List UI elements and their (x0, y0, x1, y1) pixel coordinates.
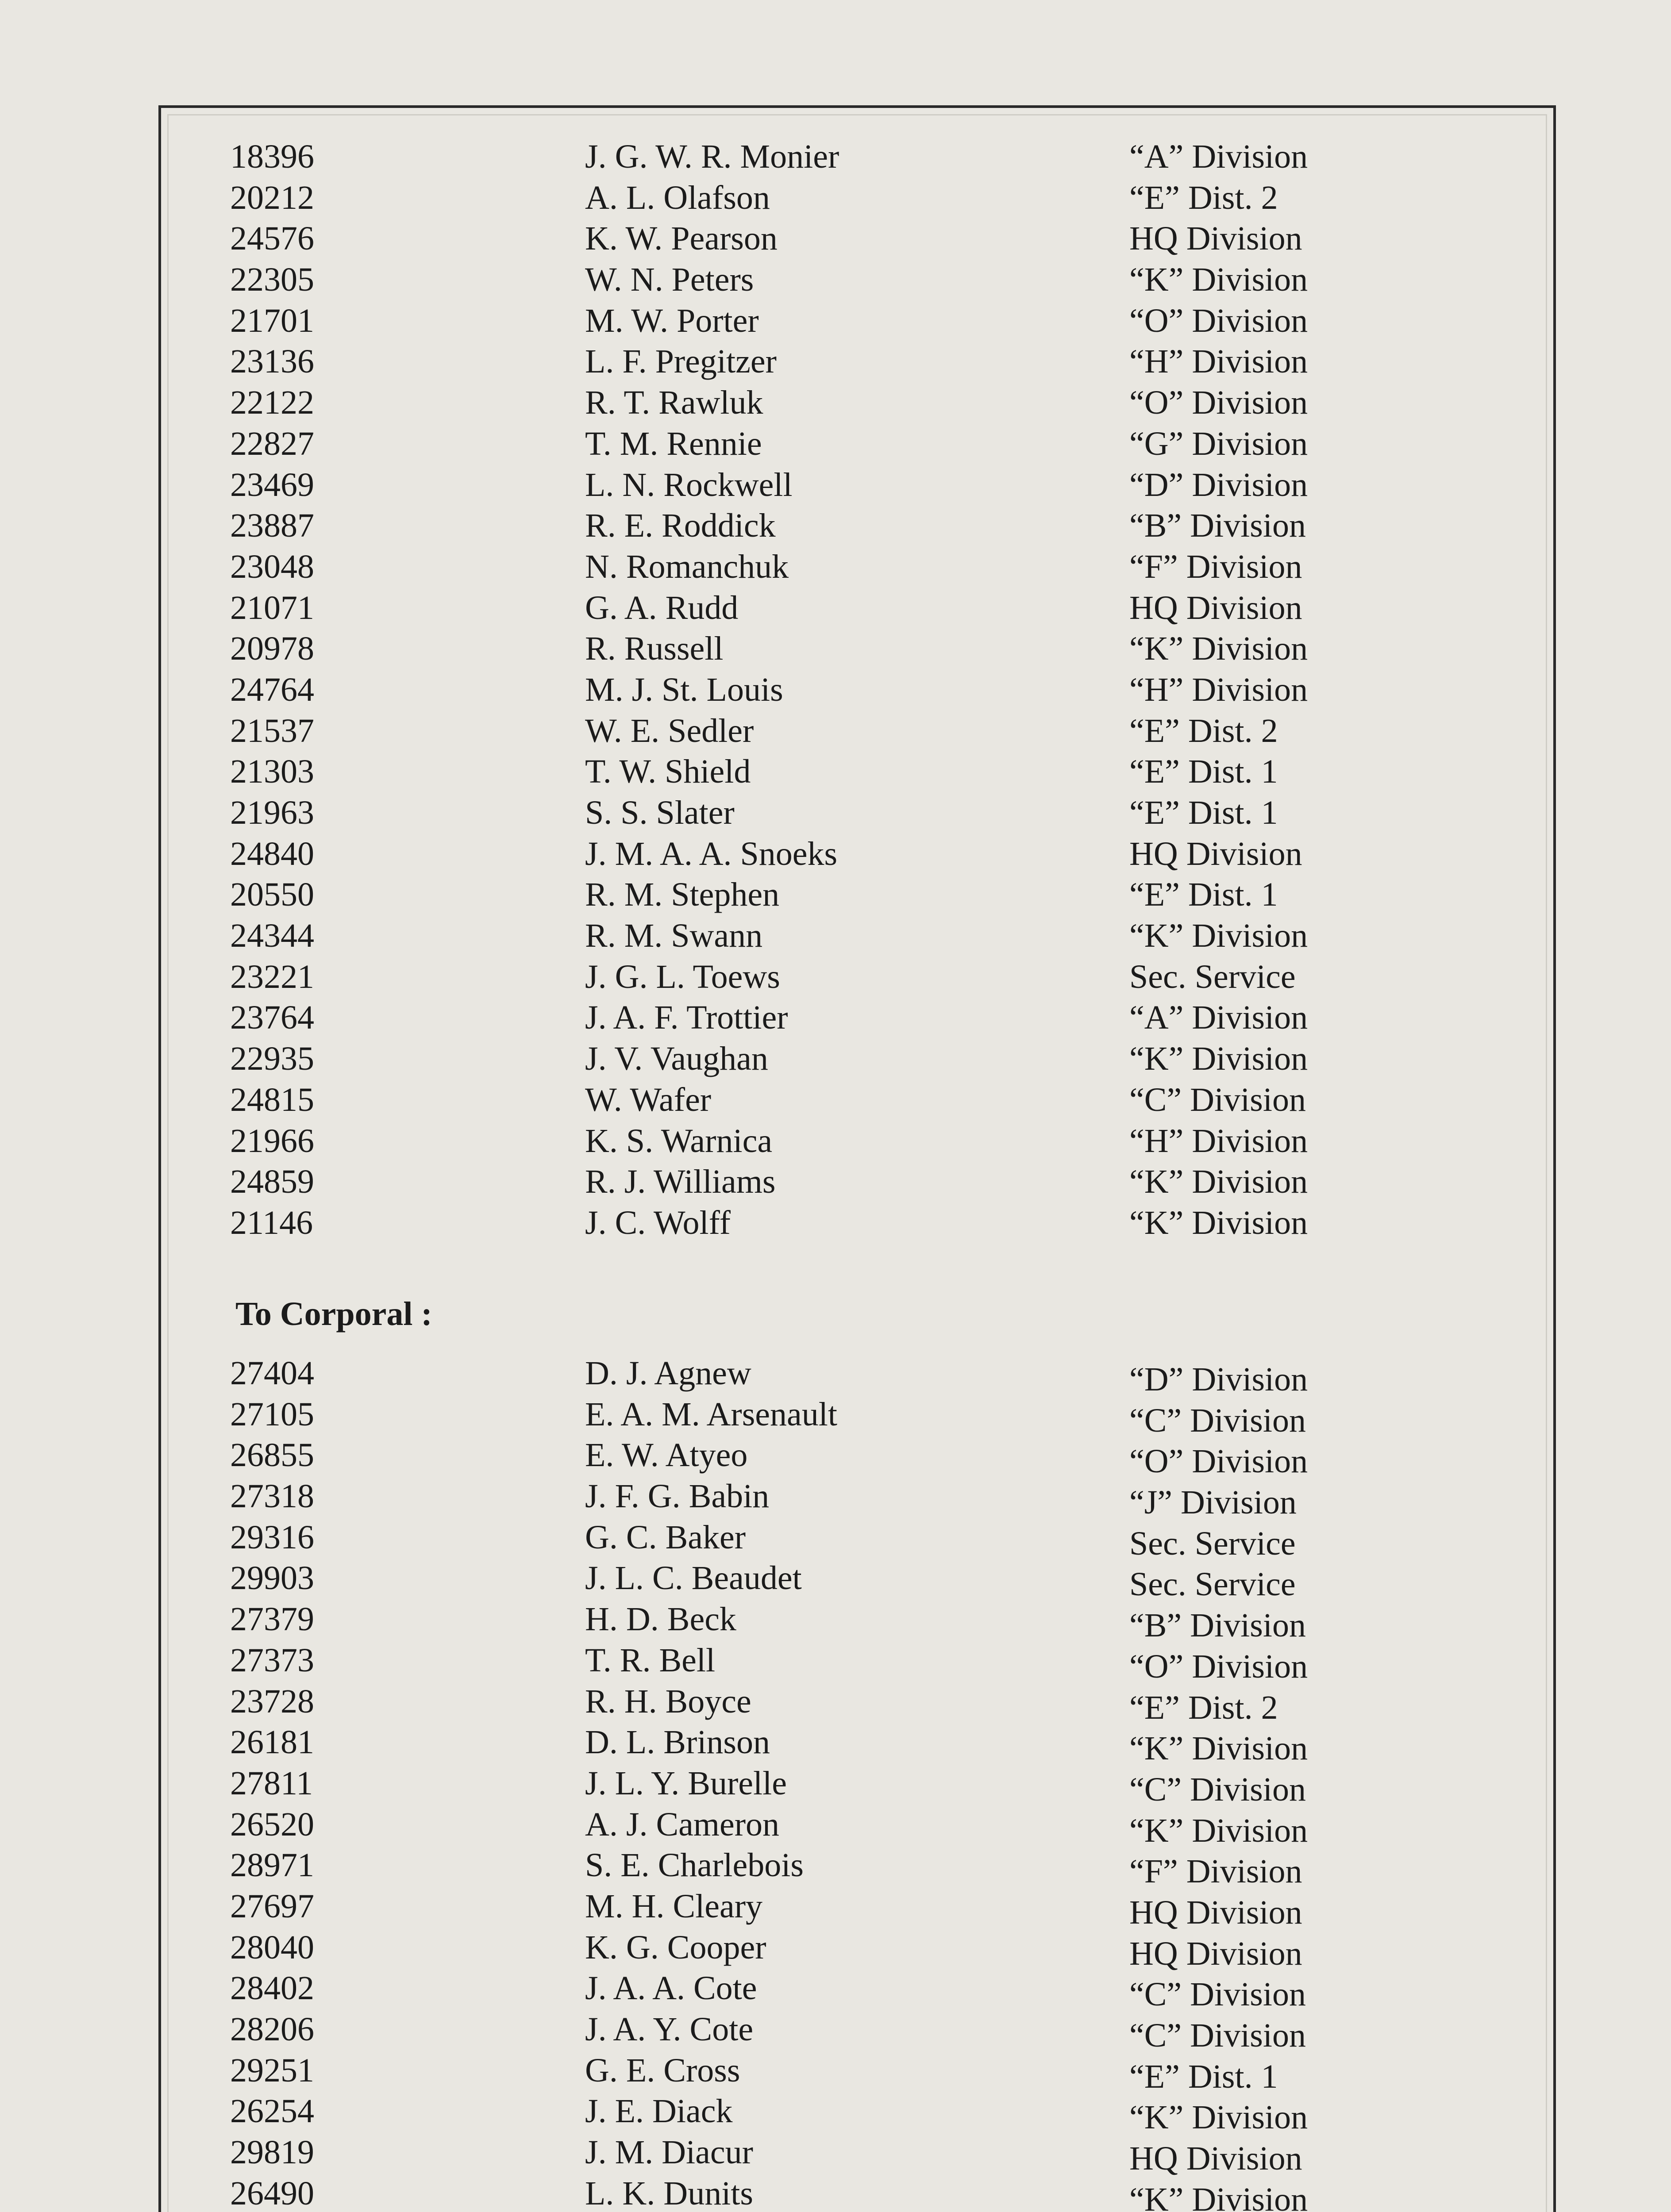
member-name: K. S. Warnica (585, 1122, 773, 1160)
regimental-number: 29251 (230, 2051, 314, 2089)
division: HQ Division (1129, 589, 1302, 626)
member-name: R. M. Stephen (585, 876, 780, 914)
list-row (158, 2132, 1556, 2177)
division: HQ Division (1129, 1935, 1302, 1972)
member-name: G. C. Baker (585, 1518, 746, 1556)
regimental-number: 24840 (230, 835, 314, 872)
list-row (158, 874, 1556, 915)
member-name: J. A. A. Cote (585, 1970, 757, 2007)
regimental-number: 21303 (230, 753, 314, 791)
member-name: J. M. Diacur (585, 2134, 753, 2171)
member-name: J. E. Diack (585, 2093, 733, 2130)
division: “C” Division (1129, 1402, 1306, 1439)
promotion-list-a (158, 136, 1556, 1244)
division: “O” Division (1129, 1443, 1308, 1480)
list-row (158, 341, 1556, 382)
list-row (158, 1038, 1556, 1079)
member-name: J. L. C. Beaudet (585, 1559, 802, 1597)
regimental-number: 22935 (230, 1040, 314, 1078)
division: “K” Division (1129, 1163, 1308, 1201)
regimental-number: 23887 (230, 507, 314, 545)
member-name: L. F. Pregitzer (585, 343, 777, 380)
member-name: J. L. Y. Burelle (585, 1764, 787, 1802)
division: “C” Division (1129, 1976, 1306, 2013)
member-name: K. G. Cooper (585, 1928, 766, 1966)
regimental-number: 27697 (230, 1887, 314, 1925)
division: “E” Dist. 1 (1129, 794, 1278, 831)
member-name: R. Russell (585, 630, 724, 668)
member-name: T. R. Bell (585, 1641, 716, 1679)
regimental-number: 20978 (230, 630, 314, 668)
regimental-number: 27373 (230, 1641, 314, 1679)
list-row (158, 997, 1556, 1038)
list-row (158, 136, 1556, 177)
division: HQ Division (1129, 835, 1302, 872)
division: HQ Division (1129, 1893, 1302, 1931)
list-row (158, 1599, 1556, 1644)
member-name: D. L. Brinson (585, 1724, 770, 1761)
member-name: R. J. Williams (585, 1163, 776, 1201)
regimental-number: 24859 (230, 1163, 314, 1201)
list-row (158, 2050, 1556, 2095)
list-row (158, 1968, 1556, 2013)
list-row (158, 1079, 1556, 1121)
division: “F” Division (1129, 1853, 1302, 1890)
division: “H” Division (1129, 671, 1308, 708)
regimental-number: 29903 (230, 1559, 314, 1597)
regimental-number: 26490 (230, 2174, 314, 2212)
regimental-number: 24576 (230, 220, 314, 257)
regimental-number: 21146 (230, 1204, 313, 1241)
list-row (158, 218, 1556, 259)
regimental-number: 24815 (230, 1081, 314, 1118)
list-row (158, 546, 1556, 588)
division: “E” Dist. 2 (1129, 1689, 1278, 1726)
list-row (158, 1476, 1556, 1521)
list-row (158, 1845, 1556, 1890)
division: Sec. Service (1129, 1566, 1296, 1603)
member-name: A. J. Cameron (585, 1805, 780, 1843)
division: “G” Division (1129, 425, 1308, 462)
regimental-number: 21537 (230, 712, 314, 749)
list-row (158, 833, 1556, 875)
regimental-number: 20212 (230, 179, 314, 216)
division: HQ Division (1129, 220, 1302, 257)
regimental-number: 23728 (230, 1682, 314, 1720)
list-row (158, 1394, 1556, 1439)
regimental-number: 23221 (230, 958, 314, 995)
list-row (158, 588, 1556, 629)
division: “E” Dist. 2 (1129, 712, 1278, 749)
list-row (158, 792, 1556, 833)
division: “E” Dist. 1 (1129, 753, 1278, 791)
division: “B” Division (1129, 1607, 1306, 1644)
regimental-number: 28040 (230, 1928, 314, 1966)
division: “K” Division (1129, 1730, 1308, 1767)
list-row (158, 628, 1556, 669)
division: “O” Division (1129, 302, 1308, 339)
list-row (158, 2009, 1556, 2054)
member-name: J. M. A. A. Snoeks (585, 835, 838, 872)
list-row (158, 1763, 1556, 1808)
regimental-number: 24344 (230, 917, 314, 955)
list-row (158, 1804, 1556, 1849)
regimental-number: 27379 (230, 1601, 314, 1638)
regimental-number: 22122 (230, 384, 314, 422)
regimental-number: 28402 (230, 1970, 314, 2007)
division: “C” Division (1129, 1081, 1306, 1118)
division: “A” Division (1129, 999, 1308, 1037)
division: “H” Division (1129, 1122, 1308, 1160)
member-name: J. G. W. R. Monier (585, 138, 839, 175)
regimental-number: 29819 (230, 2134, 314, 2171)
list-row (158, 1886, 1556, 1931)
member-name: M. J. St. Louis (585, 671, 783, 708)
list-row (158, 300, 1556, 342)
list-row (158, 1517, 1556, 1562)
regimental-number: 27318 (230, 1478, 314, 1515)
list-row (158, 751, 1556, 792)
regimental-number: 27404 (230, 1355, 314, 1392)
list-row (158, 1927, 1556, 1972)
member-name: N. Romanchuk (585, 548, 789, 585)
member-name: K. W. Pearson (585, 220, 778, 257)
regimental-number: 26855 (230, 1436, 314, 1474)
regimental-number: 27105 (230, 1395, 314, 1433)
member-name: J. F. G. Babin (585, 1478, 770, 1515)
division: “K” Division (1129, 1204, 1308, 1241)
division: “D” Division (1129, 1361, 1308, 1398)
member-name: R. M. Swann (585, 917, 763, 955)
division: “J” Division (1129, 1484, 1297, 1521)
member-name: R. H. Boyce (585, 1682, 751, 1720)
member-name: S. E. Charlebois (585, 1847, 804, 1884)
regimental-number: 24764 (230, 671, 314, 708)
regimental-number: 29316 (230, 1518, 314, 1556)
list-row (158, 1640, 1556, 1685)
member-name: G. A. Rudd (585, 589, 739, 626)
regimental-number: 26520 (230, 1805, 314, 1843)
regimental-number: 22827 (230, 425, 314, 462)
regimental-number: 26181 (230, 1724, 314, 1761)
member-name: M. W. Porter (585, 302, 759, 339)
division: “K” Division (1129, 1040, 1308, 1078)
regimental-number: 28206 (230, 2011, 314, 2048)
member-name: J. A. Y. Cote (585, 2011, 754, 2048)
division: “E” Dist. 1 (1129, 2058, 1278, 2095)
member-name: G. E. Cross (585, 2051, 740, 2089)
list-row (158, 710, 1556, 752)
member-name: M. H. Cleary (585, 1887, 763, 1925)
member-name: L. K. Dunits (585, 2174, 753, 2212)
division: “D” Division (1129, 466, 1308, 503)
division: “C” Division (1129, 1770, 1306, 1808)
list-row (158, 1121, 1556, 1162)
regimental-number: 23469 (230, 466, 314, 503)
division: “K” Division (1129, 917, 1308, 955)
member-name: S. S. Slater (585, 794, 735, 831)
division: Sec. Service (1129, 1525, 1296, 1562)
division: “B” Division (1129, 507, 1306, 545)
member-name: R. E. Roddick (585, 507, 776, 545)
member-name: W. E. Sedler (585, 712, 754, 749)
member-name: J. C. Wolff (585, 1204, 731, 1241)
division: “C” Division (1129, 2017, 1306, 2054)
list-row (158, 2091, 1556, 2136)
division: “E” Dist. 2 (1129, 179, 1278, 216)
list-row (158, 669, 1556, 710)
list-row (158, 1161, 1556, 1202)
regimental-number: 21071 (230, 589, 314, 626)
member-name: H. D. Beck (585, 1601, 736, 1638)
list-row (158, 505, 1556, 546)
member-name: T. W. Shield (585, 753, 751, 791)
division: “O” Division (1129, 1647, 1308, 1685)
list-row (158, 465, 1556, 506)
list-row (158, 259, 1556, 300)
regimental-number: 21701 (230, 302, 314, 339)
regimental-number: 20550 (230, 876, 314, 914)
division: “F” Division (1129, 548, 1302, 585)
member-name: J. A. F. Trottier (585, 999, 788, 1037)
member-name: L. N. Rockwell (585, 466, 793, 503)
member-name: J. G. L. Toews (585, 958, 780, 995)
regimental-number: 23764 (230, 999, 314, 1037)
division: “O” Division (1129, 384, 1308, 422)
regimental-number: 21963 (230, 794, 314, 831)
division: “E” Dist. 1 (1129, 876, 1278, 914)
list-row (158, 1722, 1556, 1767)
list-row (158, 1681, 1556, 1726)
list-row (158, 915, 1556, 956)
regimental-number: 21966 (230, 1122, 314, 1160)
regimental-number: 27811 (230, 1764, 313, 1802)
list-row (158, 1435, 1556, 1480)
regimental-number: 28971 (230, 1847, 314, 1884)
section-heading: To Corporal : (235, 1295, 432, 1333)
list-row (158, 423, 1556, 465)
regimental-number: 18396 (230, 138, 314, 175)
list-row (158, 2173, 1556, 2212)
division: “H” Division (1129, 343, 1308, 380)
regimental-number: 23048 (230, 548, 314, 585)
division: “K” Division (1129, 630, 1308, 668)
division: “K” Division (1129, 1812, 1308, 1849)
regimental-number: 22305 (230, 261, 314, 299)
promotion-list-corporal (158, 1353, 1556, 2212)
member-name: W. Wafer (585, 1081, 712, 1118)
list-row (158, 1558, 1556, 1603)
division: HQ Division (1129, 2140, 1302, 2177)
division: “K” Division (1129, 2099, 1308, 2136)
division: Sec. Service (1129, 958, 1296, 995)
division: “A” Division (1129, 138, 1308, 175)
list-row (158, 382, 1556, 423)
list-row (158, 1353, 1556, 1398)
division: “K” Division (1129, 261, 1308, 299)
member-name: D. J. Agnew (585, 1355, 751, 1392)
division: “K” Division (1129, 2181, 1308, 2212)
member-name: J. V. Vaughan (585, 1040, 768, 1078)
member-name: W. N. Peters (585, 261, 754, 299)
regimental-number: 23136 (230, 343, 314, 380)
list-row (158, 177, 1556, 219)
list-row (158, 1202, 1556, 1244)
regimental-number: 26254 (230, 2093, 314, 2130)
list-row (158, 956, 1556, 998)
member-name: T. M. Rennie (585, 425, 762, 462)
member-name: A. L. Olafson (585, 179, 770, 216)
member-name: R. T. Rawluk (585, 384, 763, 422)
member-name: E. W. Atyeo (585, 1436, 748, 1474)
member-name: E. A. M. Arsenault (585, 1395, 837, 1433)
